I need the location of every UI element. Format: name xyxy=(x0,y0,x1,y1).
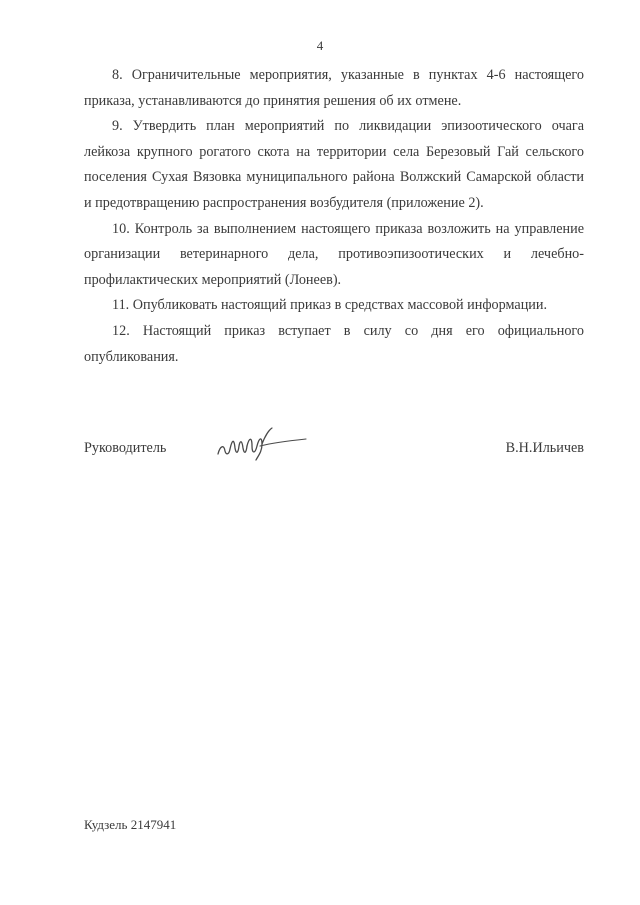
signer-name: В.Н.Ильичев xyxy=(505,440,584,456)
paragraph-9: 9. Утвердить план мероприятий по ликвидации эпизоотического очага лейкоза крупного рогатого скота на территории села Березовый Гай сельского поселения Сухая Вязовка муниципального района Волжский Самарской области и предотвращению распространения возбудителя (приложение 2). xyxy=(84,118,584,211)
signature-block xyxy=(84,436,584,466)
signer-title: Руководитель xyxy=(84,440,167,456)
handwritten-signature xyxy=(212,424,312,464)
paragraph-12: 12. Настоящий приказ вступает в силу со дня его официального опубликования. xyxy=(84,322,584,365)
paragraph-11: 11. Опубликовать настоящий приказ в средствах массовой информации. xyxy=(112,297,548,314)
paragraph-8: 8. Ограничительные мероприятия, указанные в пунктах 4-6 настоящего приказа, устанавливаются до принятия решения об их отмене. xyxy=(84,67,584,109)
order-body xyxy=(84,63,584,370)
page-number: 4 xyxy=(316,38,324,53)
paragraph-10: 10. Контроль за выполнением настоящего приказа возложить на управление организации ветеринарного дела, противоэпизоотических и лечебно-профилактических мероприятий (Лонеев). xyxy=(84,220,584,288)
executor-note: Кудзель 2147941 xyxy=(84,817,177,832)
